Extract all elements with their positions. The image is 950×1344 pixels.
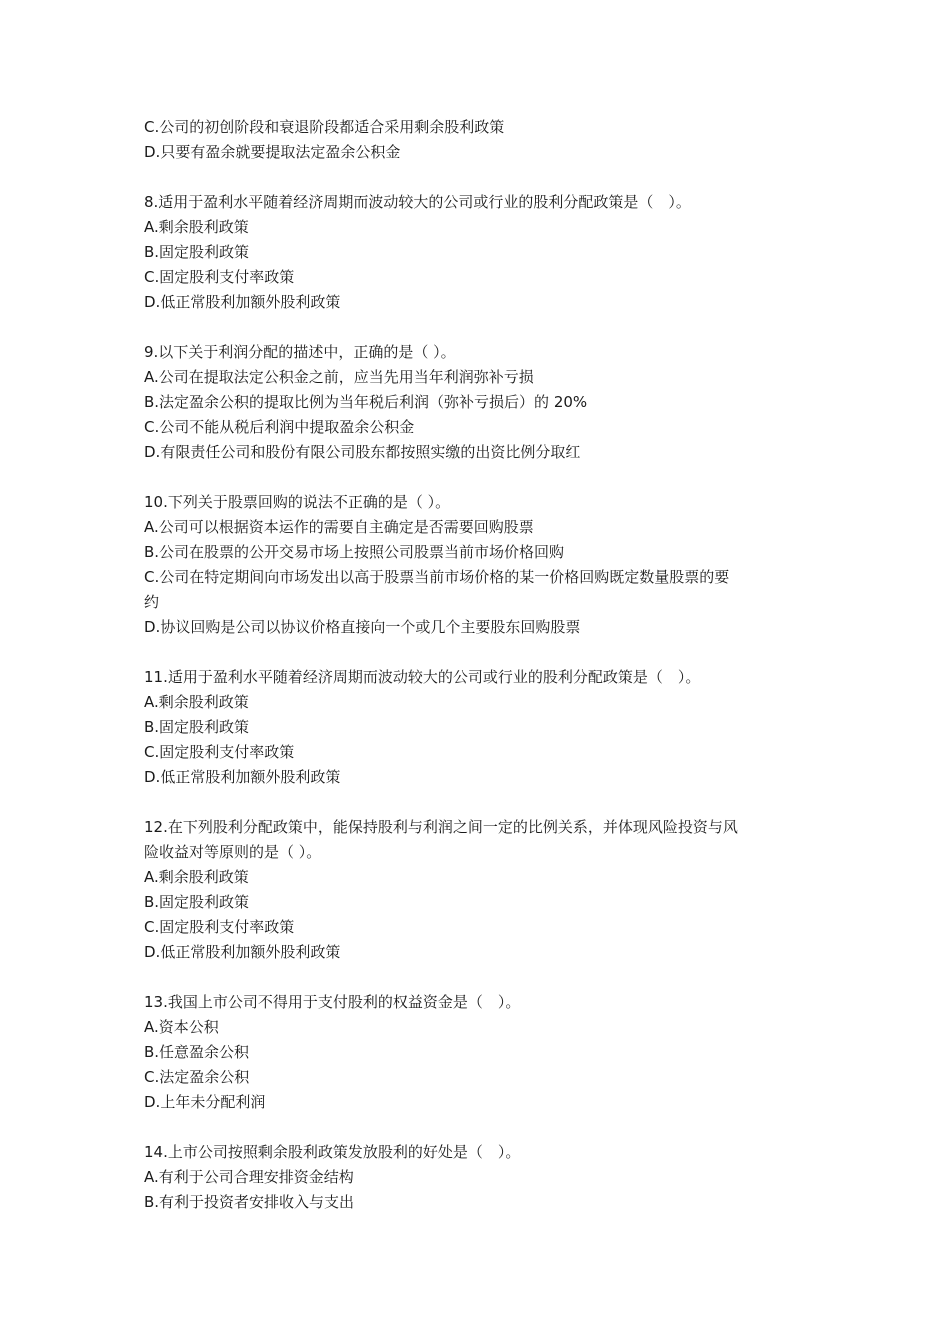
option-text: D.有限责任公司和股份有限公司股东都按照实缴的出资比例分取红 <box>144 443 581 461</box>
question-stem: 11.适用于盈利水平随着经济周期而波动较大的公司或行业的股利分配政策是（ ）。 <box>144 668 701 686</box>
option-text: B.有利于投资者安排收入与支出 <box>144 1193 355 1211</box>
option-text: A.资本公积 <box>144 1018 219 1036</box>
option-text: A.有利于公司合理安排资金结构 <box>144 1168 354 1186</box>
option-text: C.公司不能从税后利润中提取盈余公积金 <box>144 418 415 436</box>
option-text: D.低正常股利加额外股利政策 <box>144 293 341 311</box>
option-text: D.只要有盈余就要提取法定盈余公积金 <box>144 143 401 161</box>
option-text: C.固定股利支付率政策 <box>144 743 295 761</box>
option-text: A.公司在提取法定公积金之前，应当先用当年利润弥补亏损 <box>144 368 534 386</box>
question-9 <box>144 340 824 465</box>
question-12 <box>144 815 824 965</box>
option-text: C.固定股利支付率政策 <box>144 268 295 286</box>
option-text: D.上年未分配利润 <box>144 1093 266 1111</box>
option-text: D.协议回购是公司以协议价格直接向一个或几个主要股东回购股票 <box>144 618 581 636</box>
option-text: D.低正常股利加额外股利政策 <box>144 768 341 786</box>
question-stem: 9.以下关于利润分配的描述中，正确的是（ ）。 <box>144 343 456 361</box>
option-text-continued: 约 <box>144 593 160 611</box>
option-text: B.公司在股票的公开交易市场上按照公司股票当前市场价格回购 <box>144 543 565 561</box>
option-text: A.剩余股利政策 <box>144 693 249 711</box>
question-11 <box>144 665 824 790</box>
option-text: C.固定股利支付率政策 <box>144 918 295 936</box>
option-text: B.任意盈余公积 <box>144 1043 250 1061</box>
option-text: A.剩余股利政策 <box>144 868 249 886</box>
question-stem: 14.上市公司按照剩余股利政策发放股利的好处是（ ）。 <box>144 1143 521 1161</box>
option-text: A.剩余股利政策 <box>144 218 249 236</box>
option-text: B.固定股利政策 <box>144 243 250 261</box>
option-text: B.法定盈余公积的提取比例为当年税后利润（弥补亏损后）的 20% <box>144 393 588 411</box>
question-stem: 8.适用于盈利水平随着经济周期而波动较大的公司或行业的股利分配政策是（ ）。 <box>144 193 691 211</box>
question-8 <box>144 190 824 315</box>
option-text: B.固定股利政策 <box>144 718 250 736</box>
option-text: C.公司的初创阶段和衰退阶段都适合采用剩余股利政策 <box>144 118 505 136</box>
question-stem: 13.我国上市公司不得用于支付股利的权益资金是（ ）。 <box>144 993 521 1011</box>
document-page <box>144 115 824 1240</box>
question-14 <box>144 1140 824 1215</box>
question-stem: 10.下列关于股票回购的说法不正确的是（ ）。 <box>144 493 451 511</box>
question-stem-continued: 险收益对等原则的是（ ）。 <box>144 843 322 861</box>
option-text: C.法定盈余公积 <box>144 1068 250 1086</box>
question-13 <box>144 990 824 1115</box>
option-text: B.固定股利政策 <box>144 893 250 911</box>
question-10 <box>144 490 824 640</box>
question-stem: 12.在下列股利分配政策中，能保持股利与利润之间一定的比例关系，并体现风险投资与风 <box>144 818 738 836</box>
option-text: D.低正常股利加额外股利政策 <box>144 943 341 961</box>
option-text: C.公司在特定期间向市场发出以高于股票当前市场价格的某一价格回购既定数量股票的要 <box>144 568 730 586</box>
lead-options <box>144 115 824 165</box>
option-text: A.公司可以根据资本运作的需要自主确定是否需要回购股票 <box>144 518 534 536</box>
